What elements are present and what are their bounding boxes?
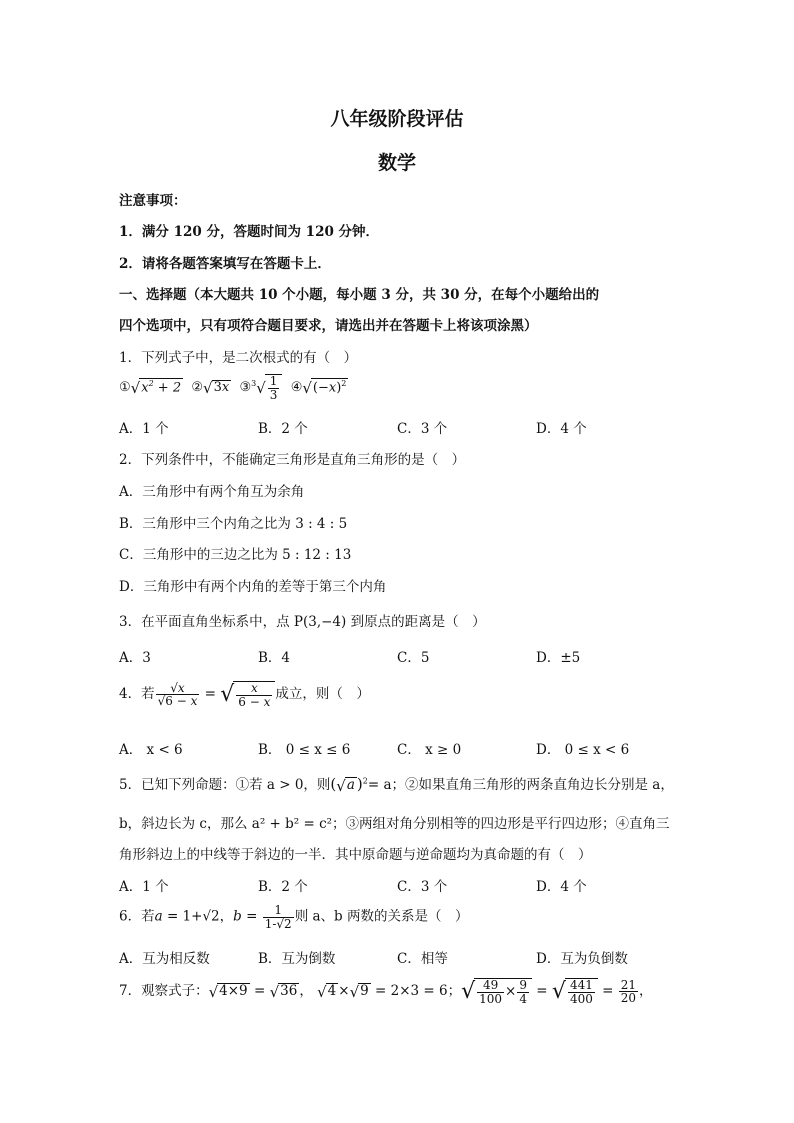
q1-item-1-label: ① [119, 380, 131, 396]
q2-option-c: C．三角形中的三边之比为 5 : 12 : 13 [119, 547, 352, 563]
q5-line-1: 5．已知下列命题：①若 a > 0，则(√a )$^2$= a；②如果直角三角形的两条直角边长分别是 a， [119, 775, 674, 795]
q1-stem: 1．下列式子中，是二次根式的有（ ） [119, 350, 358, 366]
q1-expressions: $①√x^2 + 2$ ②√3x ③$^3$√ $\frac{1}{3}$ $④√(-x)^2$ [119, 374, 347, 402]
q2-option-a: A．三角形中有两个角互为余角 [119, 484, 305, 500]
q4-option-b: B． 0 ≤ x ≤ 6 [258, 742, 351, 758]
subject-title: 数学 [377, 152, 416, 174]
notice-line-2: 2．请将各题答案填写在答题卡上． [119, 256, 331, 272]
q5-line-2: b，斜边长为 c，那么 a² + b² = c²；③两组对角分别相等的四边形是平行四边形；④直角三 [119, 816, 670, 832]
q7-stem: 7．观察式子：√4×9 = √36 ， √4 ×√9 = 2×3 = 6；√ $\frac{49}{100}$ × $\frac{9}{4}$ = √ $\frac{441}{400}$ = $\frac{21}{20}$ ， [119, 977, 653, 1006]
q1-item-3-label: ③ [239, 380, 252, 396]
exam-title: 八年级阶段评估 [330, 108, 464, 130]
q5-option-d: D．4 个 [536, 879, 587, 895]
q4-suffix: 成立，则（ ） [275, 686, 370, 703]
q4-left-fraction: $\frac{√x}{√6 - x}$ [157, 680, 198, 709]
q6-option-d: D．互为负倒数 [536, 951, 628, 967]
q1-option-a: A．1 个 [119, 421, 169, 437]
q3-option-a: A．3 [119, 650, 151, 666]
notice-heading: 注意事项： [119, 193, 187, 209]
q6-option-c: C．相等 [397, 951, 448, 967]
q3-stem: 3．在平面直角坐标系中，点 P(3,−4) 到原点的距离是（ ） [119, 614, 486, 630]
section-heading-line-1: 一、选择题（本大题共 10 个小题，每小题 3 分，共 30 分，在每个小题给出的 [119, 287, 600, 303]
q5-line-3: 角形斜边上的中线等于斜边的一半．其中原命题与逆命题均为真命题的有（ ） [119, 847, 592, 863]
q1-item-4-label: ④ [290, 380, 303, 396]
q2-stem: 2．下列条件中，不能确定三角形是直角三角形的是（ ） [119, 452, 466, 468]
q4-prefix: 4．若 [119, 686, 155, 703]
q5-option-a: A．1 个 [119, 879, 169, 895]
q6-stem: 6．若a = 1+√2，b = $\frac{1}{1-√2}$ 则 a、b 两数的关系是（ ） [119, 903, 469, 931]
q1-option-b: B．2 个 [258, 421, 308, 437]
q4-option-a: A． x < 6 [119, 742, 183, 758]
q3-option-d: D．±5 [536, 650, 581, 666]
q4-option-c: C． x ≥ 0 [397, 742, 462, 758]
notice-line-1: 1．满分 120 分，答题时间为 120 分钟． [119, 224, 380, 240]
q1-item-2-label: ② [191, 380, 204, 396]
section-heading-line-2: 四个选项中，只有项符合题目要求，请选出并在答题卡上将该项涂黑） [119, 318, 538, 334]
q5-option-c: C．3 个 [397, 879, 448, 895]
q6-option-b: B．互为倒数 [258, 951, 336, 967]
q5-option-b: B．2 个 [258, 879, 308, 895]
q1-option-d: D．4 个 [536, 421, 587, 437]
q2-option-b: B．三角形中三个内角之比为 3 : 4 : 5 [119, 516, 348, 532]
q2-option-d: D．三角形中有两个内角的差等于第三个内角 [119, 579, 387, 595]
q4-option-d: D． 0 ≤ x < 6 [536, 742, 630, 758]
q1-option-c: C．3 个 [397, 421, 448, 437]
q3-option-b: B．4 [258, 650, 291, 666]
q3-option-c: C．5 [397, 650, 430, 666]
q6-option-a: A．互为相反数 [119, 951, 210, 967]
q4-stem: 4．若 $\frac{√x}{√6 - x}$ = √ $\frac{x}{6 - x}$ 成立，则（ ） [119, 680, 370, 709]
